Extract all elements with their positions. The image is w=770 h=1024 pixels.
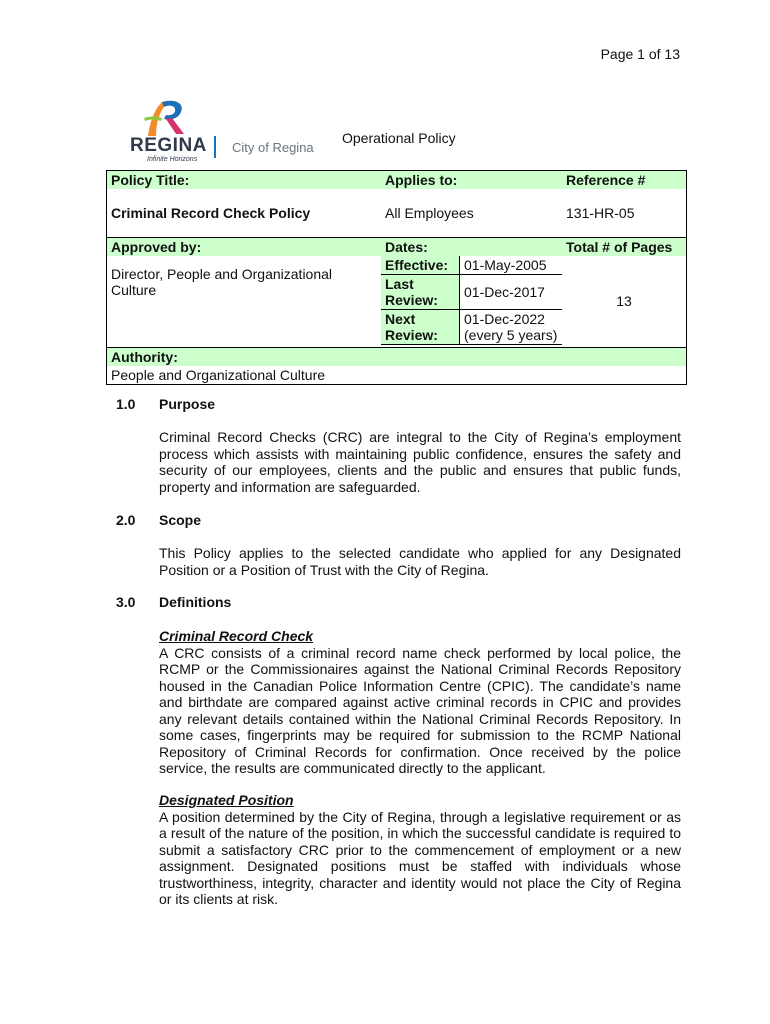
reference-value: 131-HR-05: [566, 204, 635, 221]
definition-text: A position determined by the City of Regina, through a legislative requirement or as a result of the nature of the position, in which the successful candidate is required to submit a satisfactory CRC prior to the commencement of employment or a new assignment. Designated positions must be staffed with individuals whose trustworthiness, integrity, character and identity would not place the City of Regina or its clients at risk.: [159, 808, 681, 907]
definition-term: Designated Position: [159, 792, 294, 808]
logo-tagline: Infinite Horizons: [147, 156, 198, 163]
definition-criminal-record-check: [159, 628, 681, 777]
total-pages-label: Total # of Pages: [562, 237, 687, 256]
policy-title-label: Policy Title:: [107, 171, 382, 190]
policy-title: Criminal Record Check Policy: [111, 204, 311, 221]
regina-r-logo-icon: [142, 98, 194, 138]
dates-label: Dates:: [381, 237, 562, 256]
last-review-date: 01-Dec-2017: [460, 274, 563, 309]
next-review-date: 01-Dec-2022 (every 5 years): [460, 309, 563, 344]
applies-to-label: Applies to:: [381, 171, 562, 190]
definition-text: A CRC consists of a criminal record name check performed by local police, the RCMP or the Commissionaires against the National Criminal Records Repository housed in the Canadian Police Information Centre (CPIC). The candidate’s name and birthdate are compared against active criminal records in CPIC and provides any relevant details contained within the National Criminal Records Repository. In some cases, fingerprints may be required for submission to the RCMP National Repository of Criminal Records for confirmation. Once received by the police service, the results are communicated directly to the applicant.: [159, 644, 681, 776]
approved-by-value: Director, People and Organizational Culture: [111, 265, 333, 298]
logo-city-name: City of Regina: [232, 140, 314, 155]
regina-logo: [130, 98, 320, 163]
section-number: 1.0: [116, 396, 136, 412]
section-title: Scope: [159, 512, 202, 528]
approved-by-label: Approved by:: [107, 237, 382, 256]
purpose-paragraph: Criminal Record Checks (CRC) are integral to the City of Regina’s employment process which assists with maintaining public confidence, ensures the safety and security of our employees, clients and the public and ensures that public funds, property and information are safeguarded.: [159, 429, 681, 495]
page-number: Page 1 of 13: [600, 46, 680, 62]
applies-to-value: All Employees: [385, 204, 474, 221]
section-number: 2.0: [116, 512, 136, 528]
total-pages-value: 13: [616, 293, 632, 309]
next-review-label: Next Review:: [381, 309, 460, 344]
logo-wordmark: REGINA: [130, 135, 207, 156]
section-title: Purpose: [159, 396, 216, 412]
document-type: Operational Policy: [342, 130, 456, 146]
authority-value: People and Organizational Culture: [111, 366, 326, 383]
definition-designated-position: [159, 792, 681, 908]
section-number: 3.0: [116, 594, 136, 610]
reference-label: Reference #: [562, 171, 687, 190]
effective-label: Effective:: [381, 256, 460, 275]
authority-label: Authority:: [107, 347, 687, 366]
policy-header-table: [106, 170, 687, 385]
last-review-label: Last Review:: [381, 274, 460, 309]
logo-divider: [214, 136, 216, 158]
definition-term: Criminal Record Check: [159, 628, 314, 644]
section-title: Definitions: [159, 594, 232, 610]
scope-paragraph: This Policy applies to the selected candidate who applied for any Designated Position or a Position of Trust with the City of Regina.: [159, 545, 681, 578]
effective-date: 01-May-2005: [460, 256, 563, 275]
